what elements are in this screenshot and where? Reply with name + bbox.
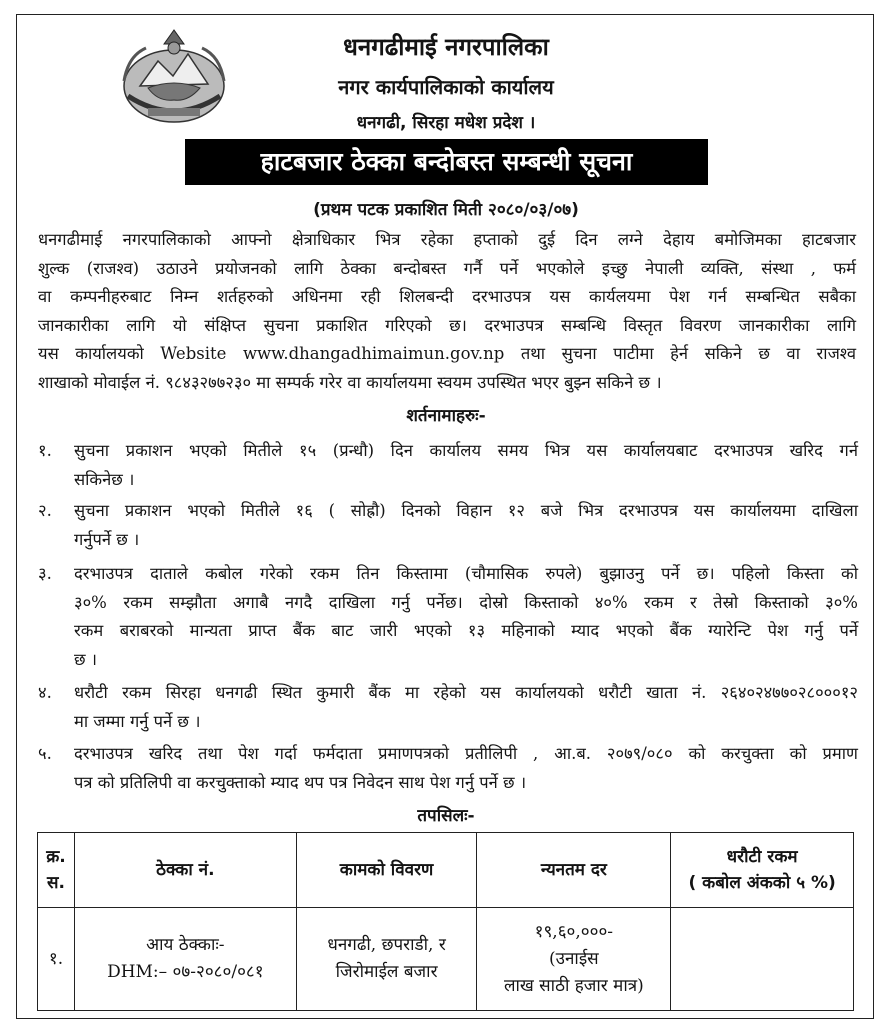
col-header-min-rate <box>477 833 671 908</box>
term-line: सुचना प्रकाशन भएको मितीले १६ ( सोह्रौ) दिनको विहान १२ बजे भित्र दरभाउपत्र यस कार्यालयमा दाखिला <box>74 501 858 520</box>
term-item <box>38 740 858 797</box>
term-number: १. <box>38 441 52 460</box>
term-line: सकिनेछ । <box>74 469 135 489</box>
cell-contract-no <box>74 908 296 1011</box>
term-number: ३. <box>38 564 52 583</box>
intro-line: शुल्क (राजश्व) उठाउने प्रयोजनको लागि ठेक्का बन्दोबस्त गर्नै पर्ने भएकोले इच्छु नेपाली व्यक्ति, संस्था , फर्म <box>38 258 856 278</box>
municipality-name: धनगढीमाई नगरपालिका <box>343 33 549 61</box>
cell-text: धनगढी, छपराडी, र <box>327 935 446 955</box>
publish-date: (प्रथम पटक प्रकाशित मिती २०८०/०३/०७) <box>313 200 579 220</box>
term-item <box>38 679 858 736</box>
col-header-text: न्यनतम दर <box>540 860 607 880</box>
term-line: गर्नुपर्ने छ । <box>74 529 140 549</box>
term-line: दरभाउपत्र दाताले कबोल गरेको रकम तिन किस्तामा (चौमासिक रुपले) बुझाउनु पर्ने छ। पहिलो किस्ता को <box>74 564 858 583</box>
cell-deposit <box>671 908 854 1011</box>
col-header-text: ( कबोल अंकको ५ %) <box>688 873 836 893</box>
cell-text: DHM:– ०७-२०८०/०८१ <box>107 962 264 982</box>
term-number: ४. <box>38 683 52 702</box>
schedule-table <box>37 832 854 1011</box>
table-header-row <box>38 833 854 908</box>
cell-text: लाख साठी हजार मात्र) <box>503 975 644 996</box>
term-line: दरभाउपत्र खरिद तथा पेश गर्दा फर्मदाता प्रमाणपत्रको प्रतीलिपी , आ.ब. २०७९/०८० को करचुक्ता को प्रमाण <box>74 744 858 763</box>
col-header-text: ठेक्का नं. <box>156 860 215 880</box>
col-header-sn <box>38 833 75 908</box>
notice-title: हाटबजार ठेक्का बन्दोबस्त सम्बन्धी सूचना <box>185 139 708 185</box>
cell-text: आय ठेक्काः- <box>146 935 225 955</box>
intro-line-website: यस कार्यालयको Website www.dhangadhimaimun.gov.np तथा सुचना पाटीमा हेर्न सकिने छ वा राजश्व <box>38 344 856 363</box>
term-line: छ । <box>74 649 98 669</box>
term-number: ५. <box>38 744 52 763</box>
term-line: ३०% रकम सम्झौता अगाबै नगदै दाखिला गर्नु पर्नेछ। दोस्रो किस्ताको ४०% रकम र तेस्रो किस्ताको ३०% <box>74 592 858 612</box>
term-line: सुचना प्रकाशन भएको मितीले १५ (प्रन्धौ) दिन कार्यालय समय भित्र यस कार्यालयबाट दरभाउपत्र खरिद गर्न <box>74 441 858 460</box>
cell-sn: १. <box>38 908 75 1011</box>
col-header-text: कामको विवरण <box>339 860 434 880</box>
cell-text: (उनाईस <box>549 948 599 969</box>
intro-line: जानकारीका लागि यो संक्षिप्त सुचना प्रकाशित गरिएको छ। दरभाउपत्र सम्बन्धि विस्तृत विवरण जानकारीका लागि <box>38 315 856 335</box>
intro-line: वा कम्पनीहरुबाट निम्न शर्तहरुको अधिनमा रही शिलबन्दी दरभाउपत्र यस कार्यलयमा पेश गर्न सम्बन्धित सबैका <box>38 287 856 306</box>
col-header-deposit <box>671 833 854 908</box>
term-number: २. <box>38 501 52 520</box>
term-line: धरौटी रकम सिरहा धनगढी स्थित कुमारी बैंक मा रहेको यस कार्यालयको धरौटी खाता नं. २६४०२४७७०२८०००१२ <box>74 683 858 702</box>
intro-paragraph <box>38 226 856 397</box>
term-line: रकम बराबरको मान्यता प्राप्त बैंक बाट जारी भएको १३ महिनाको म्याद भएको बैंक ग्यारेन्टि पेश गर्नु पर्ने <box>74 621 858 640</box>
cell-text: १९,६०,०००- <box>534 921 614 942</box>
term-line: मा जम्मा गर्नु पर्ने छ । <box>74 711 201 731</box>
schedule-heading: तपसिलः- <box>417 806 475 826</box>
term-item <box>38 560 858 674</box>
col-header-text: क्र. <box>46 847 66 867</box>
cell-min-rate <box>477 908 671 1011</box>
terms-heading: शर्तनामाहरुः- <box>406 406 486 426</box>
term-item <box>38 497 858 554</box>
term-item <box>38 437 858 494</box>
col-header-contract-no <box>74 833 296 908</box>
cell-text: जिरोमाईल बजार <box>335 962 438 982</box>
col-header-description <box>296 833 477 908</box>
col-header-text: स. <box>47 873 65 893</box>
intro-line: धनगढीमाई नगरपालिकाको आफ्नो क्षेत्राधिकार भित्र रहेका हप्ताको दुई दिन लग्ने देहाय बमोजिमका हाटबजार <box>38 230 856 249</box>
office-address: धनगढी, सिरहा मधेश प्रदेश । <box>356 113 536 133</box>
col-header-text: धरौटी रकम <box>726 847 798 867</box>
intro-line: शाखाको मोवाईल नं. ९८४३२७७२३० मा सम्पर्क गरेर वा कार्यालयमा स्वयम उपस्थित भएर बुझ्न सकिने छ । <box>38 372 662 392</box>
table-row <box>38 908 854 1011</box>
office-name: नगर कार्यपालिकाको कार्यालय <box>338 75 554 99</box>
term-line: पत्र को प्रतिलिपी वा करचुक्ताको म्याद थप पत्र निवेदन साथ पेश गर्नु पर्ने छ । <box>74 772 527 792</box>
cell-description <box>296 908 477 1011</box>
